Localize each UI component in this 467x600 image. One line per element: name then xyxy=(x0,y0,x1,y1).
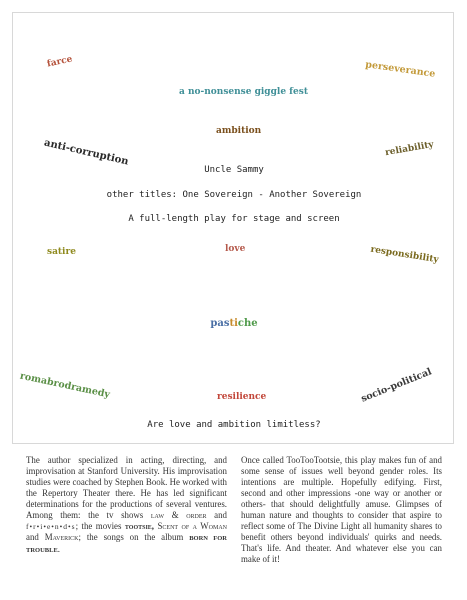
word-reliability: reliability xyxy=(384,139,435,159)
bio-text-4: . xyxy=(57,544,61,554)
play-question: Are love and ambition limitless? xyxy=(147,420,321,430)
word-giggle-fest: a no-nonsense giggle fest xyxy=(179,87,308,97)
pastiche-part-2: ti xyxy=(229,318,238,329)
pastiche-part-1: pas xyxy=(210,318,230,329)
album-born-for-trouble: BORN FOR TROUBLE xyxy=(26,535,227,554)
word-ambition: ambition xyxy=(216,126,262,136)
movie-maverick: Maverick xyxy=(44,532,79,542)
play-other-titles: other titles: One Sovereign - Another Sovereign xyxy=(106,190,362,200)
word-anti-corruption: anti-corruption xyxy=(42,137,130,168)
bio-text-3: ; the songs on the album xyxy=(78,532,190,542)
play-about: Once called TooTooTootsie, this play makes fun of and some sense of issues well beyond gender roles. Its intentions are multiple. Hopefully edifying. First, second and other impressions -one way or another or others- that should delightfully amuse. Glimpses of human nature and thoughts to consider that aspire to reflect some of The Divine Light all humanity shares to benefit others beyond individuals' quirks and needs. That's life. And theater. And whatever else you can make of it! xyxy=(241,455,442,564)
bio-text-1: The author specialized in acting, directing, and improvisation at Stanford University. His improvisation studies were coached by Stephen Book. He worked with the Repertory Theater there. He has led significant determinations for the productions of several ventures. Among them: the tv shows xyxy=(26,455,227,520)
word-farce: farce xyxy=(46,54,74,70)
bio-and-2: and xyxy=(26,532,45,542)
word-cloud-panel xyxy=(12,12,454,444)
word-satire: satire xyxy=(47,247,76,257)
text-columns xyxy=(26,455,442,565)
play-format: A full-length play for stage and screen xyxy=(128,214,340,224)
show-law-and-order: law & order xyxy=(150,510,207,520)
word-love: love xyxy=(225,244,246,254)
movie-scent-of-a-woman: Scent of a Woman xyxy=(157,521,227,531)
author-bio xyxy=(26,455,227,565)
word-resilience: resilience xyxy=(217,392,267,402)
movie-tootsie: tootsie, xyxy=(124,521,155,531)
show-friends: f•r•i•e•n•d•s xyxy=(26,522,76,531)
bio-and-1: and xyxy=(206,510,227,520)
pastiche-part-3: che xyxy=(237,318,258,329)
word-responsibility: responsibility xyxy=(369,244,440,266)
word-romabrodramedy: romabrodramedy xyxy=(18,370,111,401)
word-pastiche xyxy=(13,318,455,329)
word-socio-political: socio-political xyxy=(359,366,434,405)
word-perseverance: perseverance xyxy=(364,59,437,80)
play-title: Uncle Sammy xyxy=(204,165,264,175)
bio-text-2: ; the movies xyxy=(75,521,125,531)
